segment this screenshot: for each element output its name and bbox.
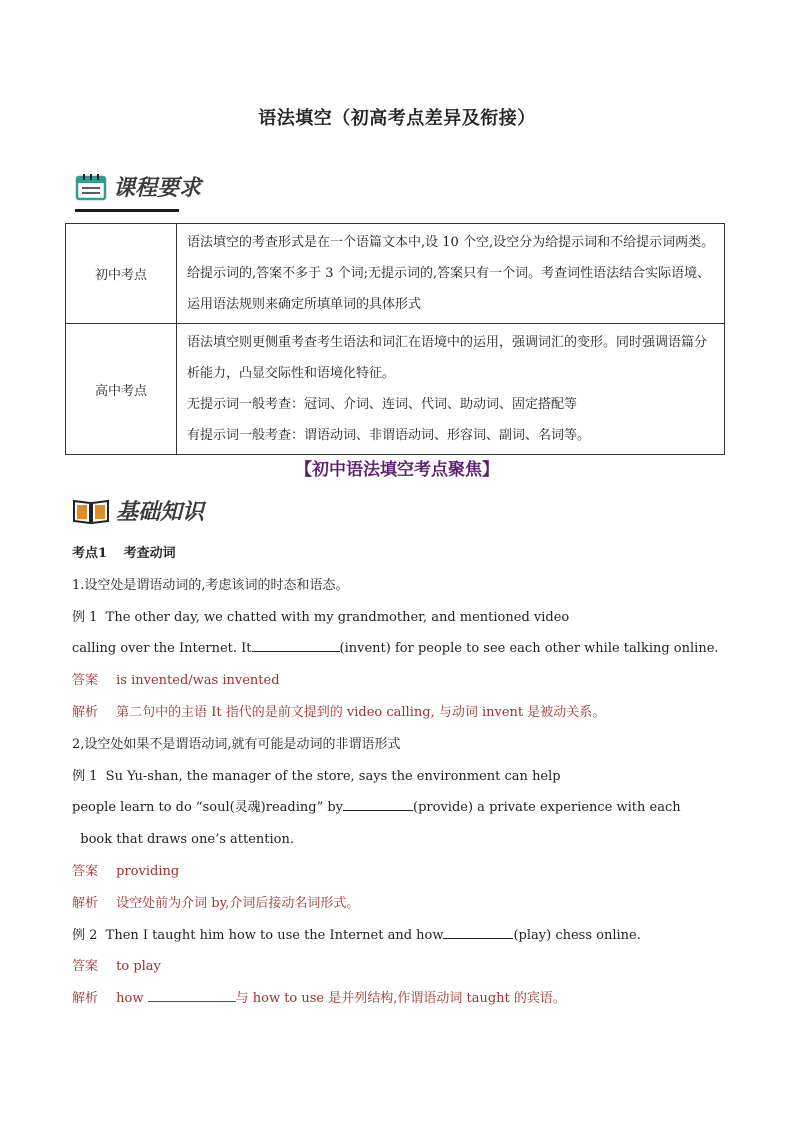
answer-line: 答案 providing — [72, 863, 180, 879]
table-row — [66, 224, 725, 324]
page-title: 语法填空（初高考点差异及衔接） — [258, 108, 536, 129]
example-line: 例 1 The other day, we chatted with my grandmother, and mentioned video — [72, 609, 570, 625]
row-value — [177, 324, 725, 455]
row-line: 语法填空的考查形式是在一个语篇文本中,设 10 个空,设空分为给提示词和不给提示词两类。给提示词的,答案不多于 3 个词;无提示词的,答案只有一个词。考查词性语法结合实际语境、运用语法规则来确定所填单词的具体形式 — [187, 235, 715, 312]
content-body — [72, 538, 732, 1015]
explanation-line: 解析 设空处前为介词 by,介词后接动名词形式。 — [72, 895, 360, 911]
table-row — [66, 324, 725, 455]
answer-blank — [148, 988, 236, 1002]
row-value — [177, 224, 725, 324]
section-banner-course-requirements — [75, 171, 201, 202]
section-label: 课程要求 — [113, 176, 202, 201]
answer-blank — [443, 925, 513, 939]
row-key: 高中考点 — [66, 324, 177, 455]
focus-heading: 【初中语法填空考点聚焦】 — [295, 460, 499, 480]
row-line: 无提示词一般考查：冠词、介词、连词、代词、助动词、固定搭配等 — [187, 397, 578, 412]
example-line: 例 1 Su Yu-shan, the manager of the store, says the environment can help — [72, 768, 561, 784]
requirements-table — [65, 223, 725, 455]
section-label: 基础知识 — [116, 500, 205, 525]
example-line: people learn to do “soul(灵魂)reading” by (provide) a private experience with each — [72, 792, 732, 824]
point-heading: 考点1 考查动词 — [72, 546, 176, 561]
answer-line: 答案 to play — [72, 959, 161, 975]
row-key: 初中考点 — [66, 224, 177, 324]
rule-text: 2,设空处如果不是谓语动词,就有可能是动词的非谓语形式 — [72, 736, 401, 752]
section-underline — [75, 209, 179, 212]
rule-text: 1.设空处是谓语动词的,考虑该词的时态和语态。 — [72, 577, 349, 593]
calendar-icon — [75, 173, 107, 201]
book-icon — [72, 497, 110, 525]
explanation-line: 解析 how 与 how to use 是并列结构,作谓语动词 taught 的宾语。 — [72, 983, 732, 1015]
answer-blank — [343, 797, 413, 811]
example-line: book that draws one’s attention. — [80, 832, 294, 848]
row-line: 有提示词一般考查：谓语动词、非谓语动词、形容词、副词、名词等。 — [187, 428, 591, 443]
example-line: calling over the Internet. It (invent) for people to see each other while talking online. — [72, 633, 732, 665]
section-banner-basic-knowledge — [72, 495, 204, 526]
explanation-line: 解析 第二句中的主语 It 指代的是前文提到的 video calling, 与动词 invent 是被动关系。 — [72, 704, 606, 720]
example-line: 例 2 Then I taught him how to use the Internet and how (play) chess online. — [72, 920, 732, 952]
row-line: 语法填空则更侧重考查考生语法和词汇在语境中的运用，强调词汇的变形。同时强调语篇分析能力，凸显交际性和语境化特征。 — [187, 335, 708, 381]
answer-line: 答案 is invented/was invented — [72, 673, 280, 689]
answer-blank — [252, 638, 340, 652]
